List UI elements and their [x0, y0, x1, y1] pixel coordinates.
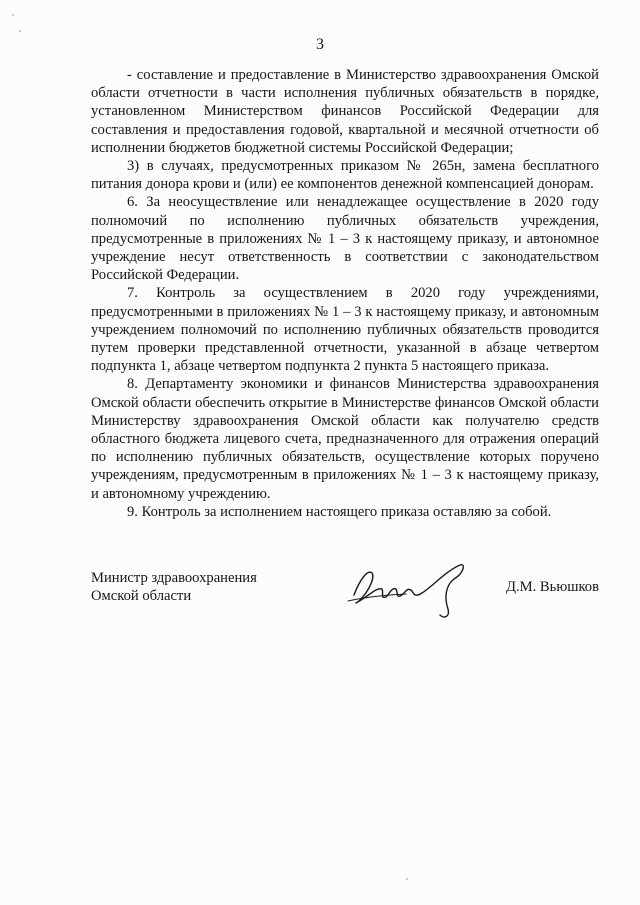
signature-block: [91, 569, 599, 629]
scan-speck: [12, 14, 14, 16]
signer-name: Д.М. Вьюшков: [506, 579, 599, 595]
signer-title-line1: Министр здравоохранения: [91, 570, 257, 586]
paragraph-9-final-control: 9. Контроль за исполнением настоящего приказа оставляю за собой.: [127, 503, 552, 520]
scan-speck: [406, 878, 408, 880]
paragraph-reporting: - составление и предоставление в Министерство здравоохранения Омской области отчетности в части исполнения публичных обязательств в порядке, установленном Министерством финансов Российской Федерации для составления и предоставления годовой, квартальной и месячной отчетности об исполнении бюджетов бюджетной системы Российской Федерации;: [91, 67, 599, 156]
paragraph-donor-compensation: 3) в случаях, предусмотренных приказом № 265н, замена бесплатного питания донора крови и (или) ее компонентов денежной компенсацией донорам.: [91, 158, 599, 193]
paragraph-6-responsibility: 6. За неосуществление или ненадлежащее осуществление в 2020 году полномочий по исполнению публичных обязательств учреждения, предусмотренные в приложениях № 1 – 3 к настоящему приказу, и автономное учреждение несут ответственность в соответствии с законодательством Российской Федерации.: [91, 194, 599, 284]
document-body: [91, 66, 599, 521]
signer-title-line2: Омской области: [91, 588, 192, 604]
page-number: 3: [316, 36, 324, 53]
scan-speck: [19, 30, 21, 32]
paragraph-7-control: 7. Контроль за осуществлением в 2020 году учреждениями, предусмотренными в приложениях № 1 – 3 к настоящему приказу, и автономным учреждением полномочий по исполнению публичных обязательств проводится путем проверки представленной отчетности, указанной в абзаце четвертом подпункта 1, абзаце четвертом подпункта 2 пункта 5 настоящего приказа.: [91, 285, 599, 375]
handwritten-signature: [346, 557, 476, 621]
paragraph-8-account-opening: 8. Департаменту экономики и финансов Министерства здравоохранения Омской области обеспечить открытие в Министерстве финансов Омской области Министерству здравоохранения Омской области как получателю средств областного бюджета лицевого счета, предназначенного для отражения операций по исполнению публичных обязательств, осуществление которых поручено учреждениям, предусмотренным в приложениях № 1 – 3 к настоящему приказу, и автономному учреждению.: [91, 376, 599, 502]
signer-title: [91, 569, 257, 605]
